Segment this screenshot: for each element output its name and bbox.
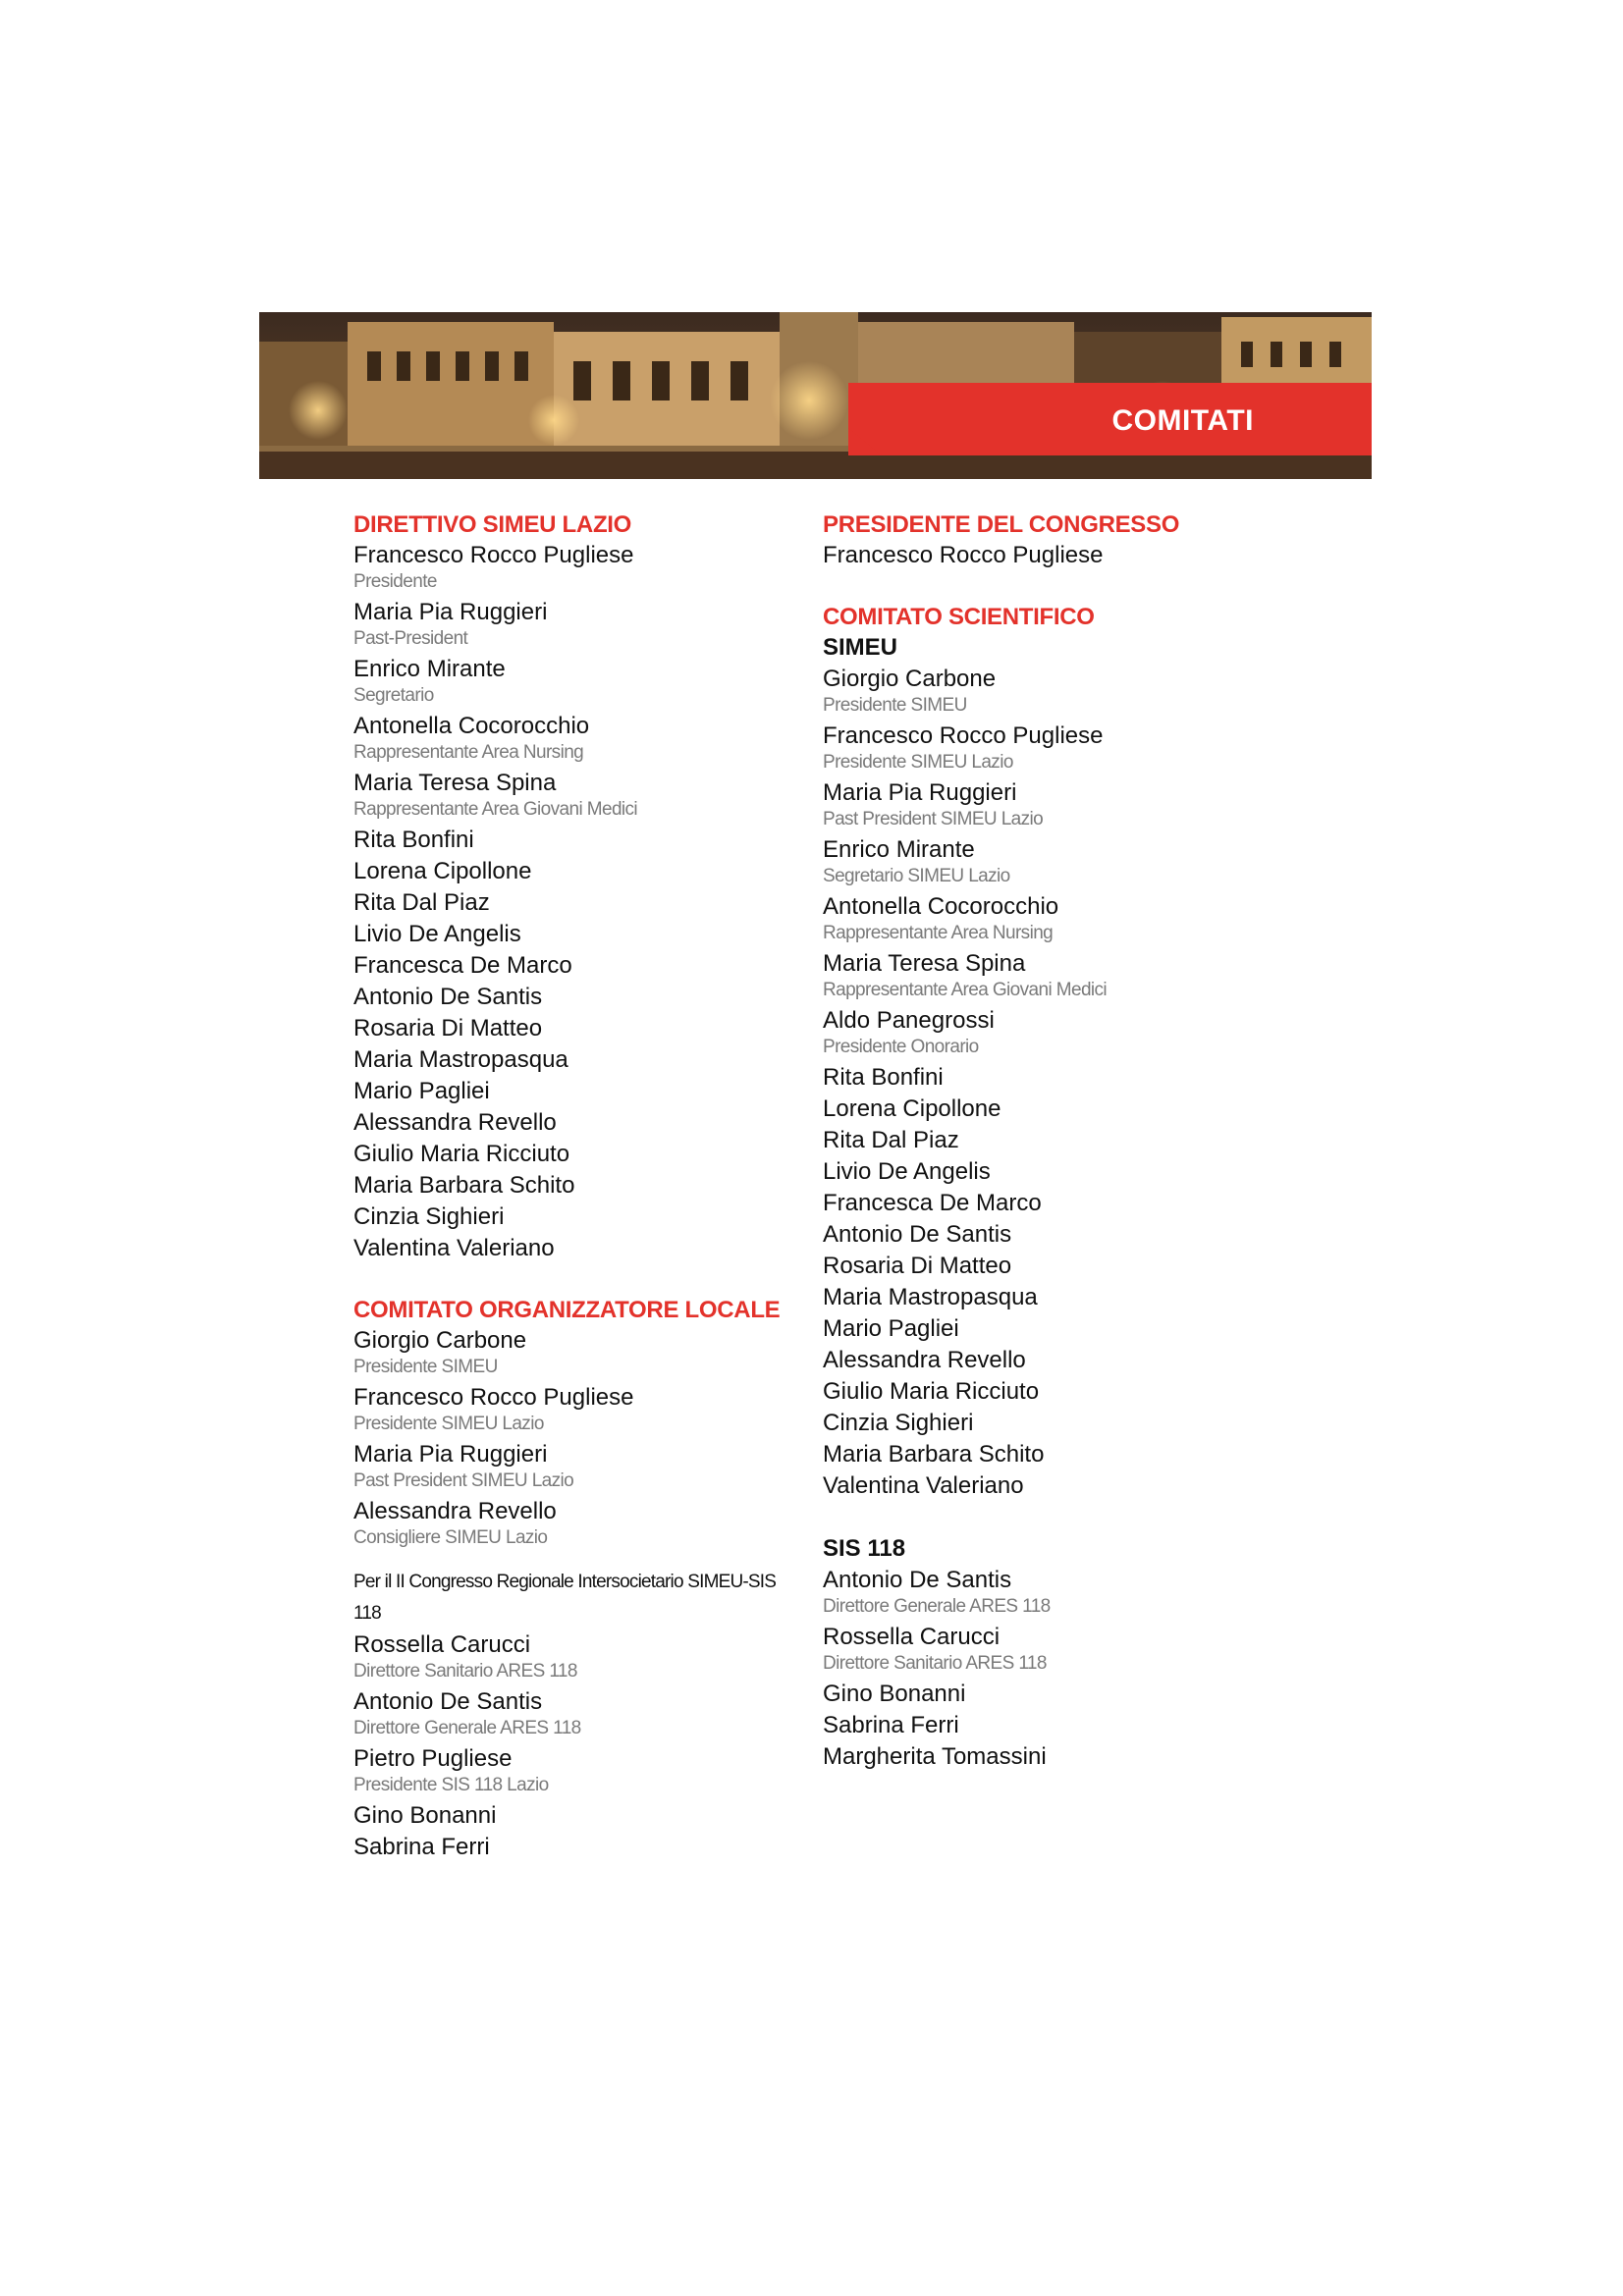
banner-label-box [848, 383, 1372, 455]
organizzatore-list-2 [353, 1629, 805, 1863]
presidente-name: Francesco Rocco Pugliese [823, 542, 1104, 568]
simeu-list [823, 664, 1294, 1502]
member-entry [823, 1376, 1294, 1408]
member-role: Presidente SIMEU [823, 695, 967, 716]
direttivo-list [353, 540, 805, 1264]
member-name: Pietro Pugliese [353, 1745, 513, 1772]
member-role: Consigliere SIMEU Lazio [353, 1527, 548, 1548]
member-name: Alessandra Revello [353, 1498, 557, 1524]
member-entry [353, 711, 805, 768]
member-entry [353, 768, 805, 825]
member-entry [823, 1282, 1294, 1313]
member-entry [823, 664, 1294, 721]
organizzatore-list [353, 1325, 805, 1553]
right-column [823, 510, 1294, 1773]
member-name: Giorgio Carbone [353, 1327, 527, 1354]
member-role: Segretario SIMEU Lazio [823, 866, 1010, 886]
member-entry [823, 1313, 1294, 1345]
member-role: Direttore Sanitario ARES 118 [823, 1653, 1047, 1674]
member-entry [353, 1832, 805, 1863]
member-name: Giulio Maria Ricciuto [823, 1378, 1040, 1405]
member-name: Valentina Valeriano [823, 1472, 1024, 1499]
member-name: Rita Bonfini [353, 827, 474, 853]
member-name: Lorena Cipollone [353, 858, 532, 884]
member-entry [823, 1094, 1294, 1125]
member-entry [823, 1251, 1294, 1282]
member-name: Antonella Cocorocchio [823, 893, 1059, 920]
member-entry [823, 834, 1294, 891]
member-name: Mario Pagliei [353, 1078, 490, 1104]
member-name: Rosaria Di Matteo [353, 1015, 543, 1041]
member-name: Livio De Angelis [823, 1158, 991, 1185]
member-name: Antonio De Santis [823, 1221, 1012, 1248]
member-name: Maria Barbara Schito [823, 1441, 1045, 1468]
member-role: Direttore Sanitario ARES 118 [353, 1661, 577, 1682]
member-name: Rossella Carucci [823, 1624, 1001, 1650]
member-role: Direttore Generale ARES 118 [823, 1596, 1051, 1617]
member-name: Maria Mastropasqua [353, 1046, 568, 1073]
member-entry [353, 1629, 805, 1686]
member-role: Segretario [353, 685, 434, 706]
member-entry [823, 1679, 1294, 1710]
member-name: Maria Teresa Spina [353, 770, 557, 796]
member-name: Maria Barbara Schito [353, 1172, 575, 1199]
section-title-presidente: PRESIDENTE DEL CONGRESSO [823, 511, 1180, 538]
member-name: Aldo Panegrossi [823, 1007, 995, 1034]
member-name: Francesco Rocco Pugliese [353, 1384, 634, 1411]
member-entry [353, 825, 805, 856]
member-role: Presidente Onorario [823, 1037, 979, 1057]
member-entry [353, 1076, 805, 1107]
header-banner [259, 312, 1372, 479]
member-entry [353, 1013, 805, 1044]
member-name: Sabrina Ferri [823, 1712, 959, 1738]
section-title-direttivo: DIRETTIVO SIMEU LAZIO [353, 511, 632, 538]
member-entry [353, 540, 805, 597]
member-role: Rappresentante Area Nursing [823, 923, 1054, 943]
member-entry [353, 1139, 805, 1170]
member-entry [353, 1325, 805, 1382]
section-title-scientifico: COMITATO SCIENTIFICO [823, 604, 1095, 630]
member-name: Maria Mastropasqua [823, 1284, 1038, 1310]
member-name: Giorgio Carbone [823, 666, 997, 692]
member-role: Past President SIMEU Lazio [823, 809, 1044, 829]
member-entry [823, 891, 1294, 948]
left-column [353, 510, 805, 1863]
member-entry [353, 597, 805, 654]
member-entry [353, 1170, 805, 1201]
member-entry [823, 1062, 1294, 1094]
member-entry [823, 1125, 1294, 1156]
member-entry [823, 1470, 1294, 1502]
member-entry [823, 1439, 1294, 1470]
member-role: Rappresentante Area Nursing [353, 742, 584, 763]
member-entry [823, 1345, 1294, 1376]
member-role: Rappresentante Area Giovani Medici [823, 980, 1108, 1000]
member-name: Rita Dal Piaz [823, 1127, 959, 1153]
congress-note: Per il II Congresso Regionale Intersocietario SIMEU-SIS 118 [353, 1572, 777, 1624]
member-entry [823, 948, 1294, 1005]
member-entry [823, 721, 1294, 777]
member-entry [823, 777, 1294, 834]
member-name: Francesco Rocco Pugliese [353, 542, 634, 568]
member-entry [353, 654, 805, 711]
member-entry [353, 982, 805, 1013]
member-name: Francesca De Marco [353, 952, 572, 979]
member-entry [353, 1044, 805, 1076]
member-role: Presidente [353, 571, 437, 592]
member-name: Antonio De Santis [823, 1567, 1012, 1593]
member-name: Gino Bonanni [823, 1681, 966, 1707]
member-role: Past-President [353, 628, 468, 649]
subsection-sis118: SIS 118 [823, 1535, 906, 1562]
member-name: Valentina Valeriano [353, 1235, 555, 1261]
member-entry [353, 919, 805, 950]
member-name: Mario Pagliei [823, 1315, 959, 1342]
member-role: Presidente SIMEU Lazio [823, 752, 1013, 773]
member-role: Past President SIMEU Lazio [353, 1470, 574, 1491]
member-name: Cinzia Sighieri [823, 1410, 974, 1436]
member-name: Margherita Tomassini [823, 1743, 1047, 1770]
member-entry [353, 887, 805, 919]
member-name: Enrico Mirante [823, 836, 975, 863]
member-name: Enrico Mirante [353, 656, 506, 682]
member-name: Francesco Rocco Pugliese [823, 722, 1104, 749]
member-name: Maria Pia Ruggieri [823, 779, 1017, 806]
member-entry [353, 1439, 805, 1496]
member-role: Presidente SIS 118 Lazio [353, 1775, 549, 1795]
member-entry [353, 1107, 805, 1139]
member-name: Livio De Angelis [353, 921, 521, 947]
member-name: Maria Pia Ruggieri [353, 1441, 548, 1468]
member-role: Direttore Generale ARES 118 [353, 1718, 581, 1738]
member-name: Rosaria Di Matteo [823, 1253, 1012, 1279]
section-title-organizzatore: COMITATO ORGANIZZATORE LOCALE [353, 1297, 781, 1323]
member-role: Presidente SIMEU Lazio [353, 1414, 544, 1434]
sis118-list [823, 1565, 1294, 1773]
member-entry [353, 1233, 805, 1264]
member-name: Rossella Carucci [353, 1631, 531, 1658]
member-name: Antonio De Santis [353, 984, 543, 1010]
member-name: Sabrina Ferri [353, 1834, 490, 1860]
member-entry [353, 1743, 805, 1800]
member-entry [353, 1686, 805, 1743]
member-entry [353, 1496, 805, 1553]
member-name: Maria Teresa Spina [823, 950, 1026, 977]
member-name: Antonio De Santis [353, 1688, 543, 1715]
member-entry [823, 1565, 1294, 1622]
member-entry [823, 1710, 1294, 1741]
member-entry [823, 1741, 1294, 1773]
member-entry [823, 1156, 1294, 1188]
member-entry [823, 1219, 1294, 1251]
member-name: Giulio Maria Ricciuto [353, 1141, 570, 1167]
member-entry [353, 1382, 805, 1439]
member-entry [823, 1188, 1294, 1219]
member-entry [353, 856, 805, 887]
member-name: Lorena Cipollone [823, 1095, 1001, 1122]
member-name: Antonella Cocorocchio [353, 713, 590, 739]
member-name: Francesca De Marco [823, 1190, 1042, 1216]
member-role: Rappresentante Area Giovani Medici [353, 799, 638, 820]
member-entry [823, 1408, 1294, 1439]
member-name: Rita Dal Piaz [353, 889, 490, 916]
member-role: Presidente SIMEU [353, 1357, 498, 1377]
member-name: Alessandra Revello [353, 1109, 557, 1136]
member-name: Rita Bonfini [823, 1064, 944, 1091]
subsection-simeu: SIMEU [823, 634, 898, 661]
member-name: Gino Bonanni [353, 1802, 497, 1829]
member-entry [353, 950, 805, 982]
member-entry [823, 1622, 1294, 1679]
member-entry [353, 1201, 805, 1233]
member-name: Alessandra Revello [823, 1347, 1026, 1373]
banner-title: COMITATI [1111, 404, 1254, 437]
member-entry [353, 1800, 805, 1832]
member-entry [823, 1005, 1294, 1062]
member-name: Cinzia Sighieri [353, 1203, 505, 1230]
banner-notch [848, 428, 882, 455]
member-name: Maria Pia Ruggieri [353, 599, 548, 625]
